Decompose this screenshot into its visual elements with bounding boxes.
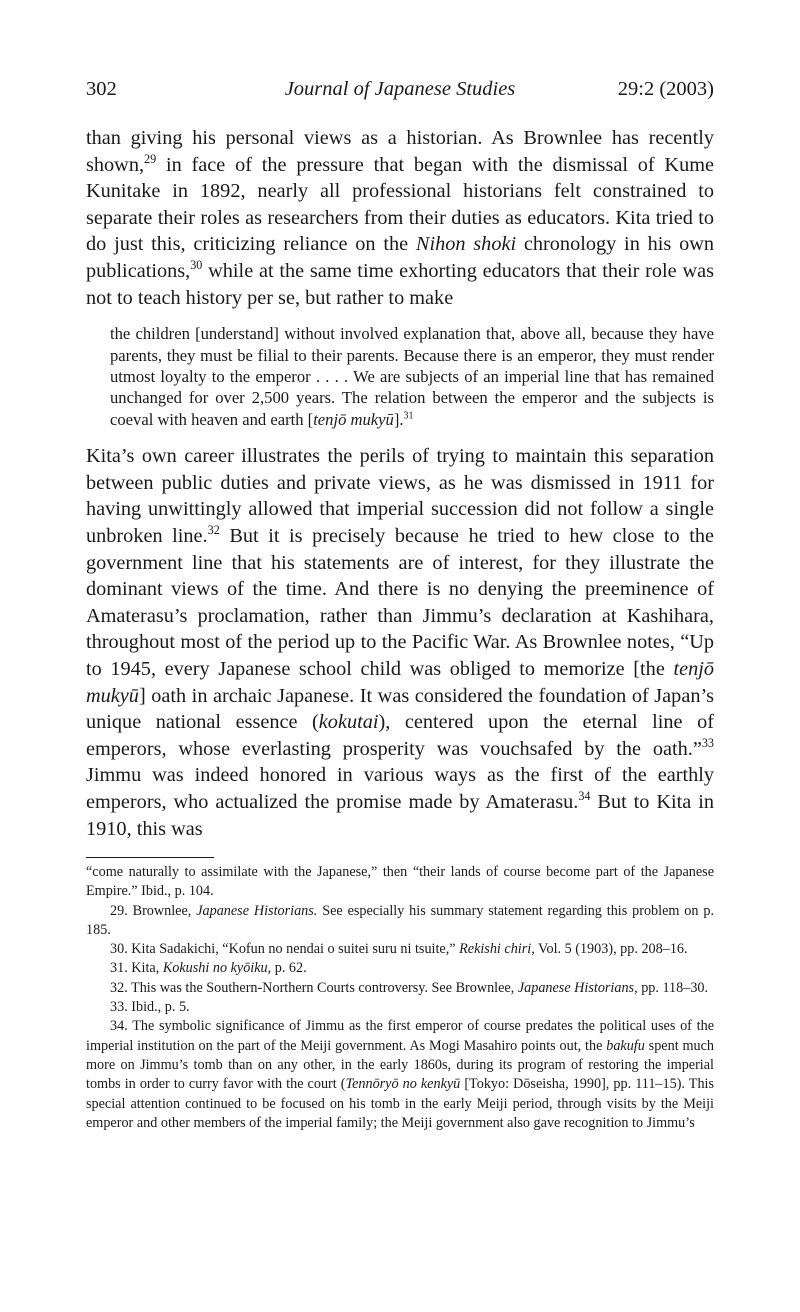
journal-title: Journal of Japanese Studies	[284, 78, 516, 100]
footnotes	[86, 863, 714, 1133]
footnote-ref-33: 33	[701, 735, 714, 750]
footnote-30: 30. Kita Sadakichi, “Kofun no nendai o suitei suru ni tsuite,” Rekishi chiri, Vol. 5 (1903), pp. 208–16.	[110, 941, 688, 958]
footnote-ref-34: 34	[578, 789, 591, 804]
footnote-ref-30: 30	[190, 258, 203, 273]
volume-issue: 29:2 (2003)	[617, 78, 714, 100]
footnote-32: 32. This was the Southern-Northern Courts controversy. See Brownlee, Japanese Historians, pp. 118–30.	[110, 979, 709, 996]
paragraph-2: Kita’s own career illustrates the perils of trying to maintain this separation between public duties and private views, as he was dismissed in 1911 for having unwittingly allowed that imperial succession did not follow a single unbroken line.$^{32}$ But it is precisely because he tried to hew close to the government line that his statements are of interest, for they illustrate the dominant views of the time. And there is no denying the preeminence of Amaterasu’s proclamation, rather than Jimmu’s declaration at Kashihara, throughout most of the period up to the Pacific War. As Brownlee notes, “Up to 1945, every Japanese school child was obliged to memorize [the tenjō mukyū] oath in archaic Japanese. It was considered the foundation of Japan’s unique national essence (kokutai), centered upon the eternal line of emperors, whose everlasting prosperity was vouchsafed by the oath.”$^{33}$ Jimmu was indeed honored in various ways as the first of the earthly emperors, who actualized the promise made by Amaterasu.$^{34}$ But to Kita in 1910, this was	[86, 445, 714, 840]
page-number: 302	[86, 78, 117, 100]
italic-term: Nihon shoki	[415, 233, 517, 256]
main-text	[86, 125, 714, 842]
italic-term: kokutai	[318, 711, 379, 734]
block-quote: the children [understand] without involved explanation that, above all, because they have parents, they must be filial to their parents. Because there is an emperor, they must render utmost loyalty to the emperor . . . . We are subjects of an imperial line that has remained unchanged for over 2,500 years. The relation between the emperor and the subjects is coeval with heaven and earth [tenjō mukyū].$^{31}$	[110, 324, 714, 429]
italic-term: tenjō mukyū	[313, 409, 394, 429]
footnote-ref-29: 29	[144, 151, 157, 166]
italic-term: tenjō mukyū	[86, 657, 714, 707]
footnote-34: 34. The symbolic significance of Jimmu as the first emperor of course predates the political uses of the imperial institution on the part of the Meiji government. As Mogi Masahiro points out, the bakufu spent much more on Jimmu’s tomb than on any other, in the early 1860s, during its program of restoring the imperial tombs in order to curry favor with the court (Tennōryō no kenkyū [Tokyo: Dōseisha, 1990], pp. 111–15). This special attention continued to be focused on his tomb in the early Meiji period, through visits by the Meiji emperor and other members of the imperial family; the Meiji government also gave recognition to Jimmu’s	[86, 1018, 714, 1131]
paragraph-1: than giving his personal views as a historian. As Brownlee has recently shown,$^{29}$ in face of the pressure that began with the dismissal of Kume Kunitake in 1892, nearly all professional historians felt constrained to separate their roles as researchers from their duties as educators. Kita tried to do just this, criticizing reliance on the Nihon shoki chronology in his own publications,$^{30}$ while at the same time exhorting educators that their role was not to teach history per se, but rather to make	[86, 127, 715, 309]
footnote-continuation: “come naturally to assimilate with the Japanese,” then “their lands of course become part of the Japanese Empire.” Ibid., p. 104.	[86, 864, 714, 900]
footnote-ref-32: 32	[207, 523, 220, 538]
footnote-31: 31. Kita, Kokushi no kyōiku, p. 62.	[110, 960, 307, 977]
footnote-29: 29. Brownlee, Japanese Historians. See especially his summary statement regarding this problem on p. 185.	[86, 902, 714, 938]
footnote-ref-31: 31	[403, 410, 414, 422]
footnote-33: 33. Ibid., p. 5.	[110, 999, 190, 1016]
running-head	[86, 78, 714, 106]
footnote-divider	[86, 857, 214, 858]
